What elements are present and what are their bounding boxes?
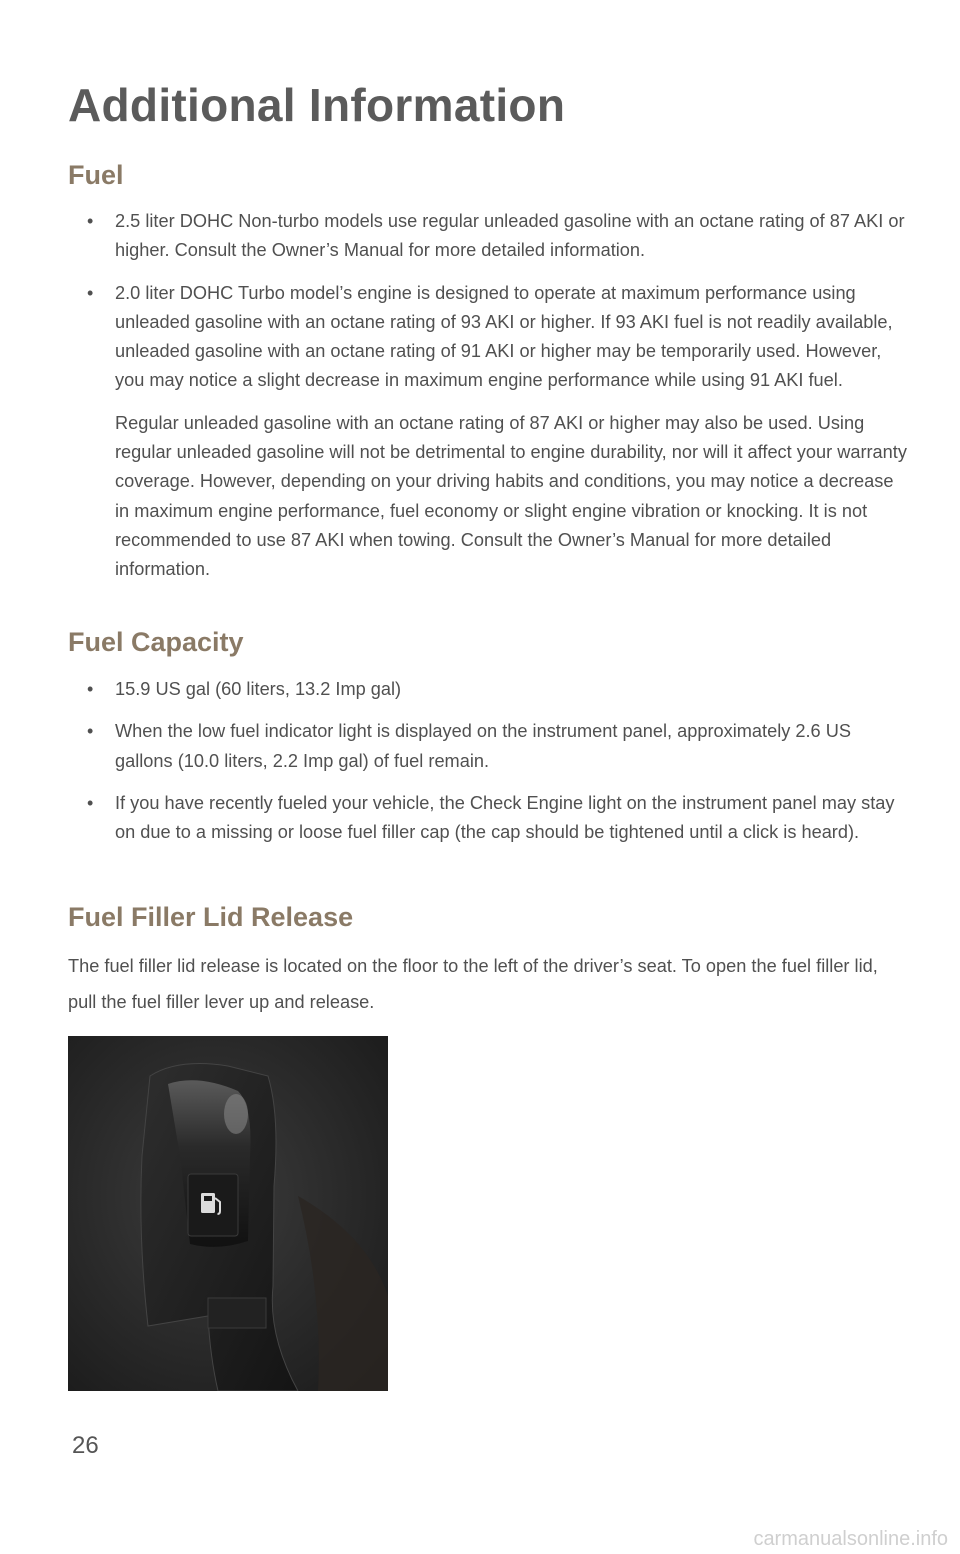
capacity-bullet-2: • When the low fuel indicator light is displayed on the instrument panel, approximately 2.6 US gallons (10.0 liters, 2.2 Imp gal) of fuel remain. (68, 717, 908, 776)
fuel-bullet-list (68, 207, 908, 598)
lever-illustration (68, 1036, 388, 1391)
bullet-dot: • (87, 721, 94, 742)
bullet-dot: • (87, 282, 94, 303)
page-number: 26 (72, 1432, 99, 1459)
watermark: carmanualsonline.info (753, 1528, 948, 1550)
section-heading-fuel: Fuel (68, 160, 124, 190)
fuel-filler-paragraph: The fuel filler lid release is located on the floor to the left of the driver’s seat. To open the fuel filler lid, pull the fuel filler lever up and release. (68, 956, 878, 1012)
page-title: Additional Information (68, 79, 566, 131)
section-heading-fuel-capacity: Fuel Capacity (68, 627, 244, 657)
capacity-bullet-3: • If you have recently fueled your vehicle, the Check Engine light on the instrument panel may stay on due to a missing or loose fuel filler cap (the cap should be tightened until a click is heard). (68, 789, 908, 848)
fuel-bullet-1: • 2.5 liter DOHC Non-turbo models use regular unleaded gasoline with an octane rating of 87 AKI or higher. Consult the Owner’s Manual for more detailed information. (68, 207, 908, 266)
bullet-dot: • (87, 211, 94, 231)
bullet-dot: • (87, 792, 94, 813)
fuel-bullet-2: • 2.0 liter DOHC Turbo model’s engine is designed to operate at maximum performance using unleaded gasoline with an octane rating of 93 AKI or higher. If 93 AKI fuel is not readily available, unleaded gasoline with an octane rating of 91 AKI or higher may be temporarily used. However, you may notice a slight decrease in maximum engine performance while using 91 AKI fuel. Regular unleaded gasoline with an octane rating of 87 AKI or higher may also be used. Using regular unleaded gasoline will not be detrimental to engine durability, nor will it affect your warranty coverage. However, depending on your driving habits and conditions, you may notice a decrease in maximum engine performance, fuel economy or slight engine vibration or knocking. It is not recommended to use 87 AKI when towing. Consult the Owner’s Manual for more detailed information. (68, 279, 908, 585)
fuel-capacity-bullet-list (68, 675, 908, 860)
capacity-bullet-1: • 15.9 US gal (60 liters, 13.2 Imp gal) (68, 675, 908, 704)
fuel-filler-lever-photo (68, 1036, 388, 1391)
fuel-bullet-2-followup: Regular unleaded gasoline with an octane rating of 87 AKI or higher may also be used. Using regular unleaded gasoline will not be detrimental to engine durability, nor will it affect your warranty coverage. However, depending on your driving habits and conditions, you may notice a decrease in maximum engine performance, fuel economy or slight engine vibration or knocking. It is not recommended to use 87 AKI when towing. Consult the Owner’s Manual for more detailed information. (115, 412, 907, 580)
section-heading-fuel-filler-lid-release: Fuel Filler Lid Release (68, 902, 354, 932)
bullet-dot: • (87, 679, 94, 699)
